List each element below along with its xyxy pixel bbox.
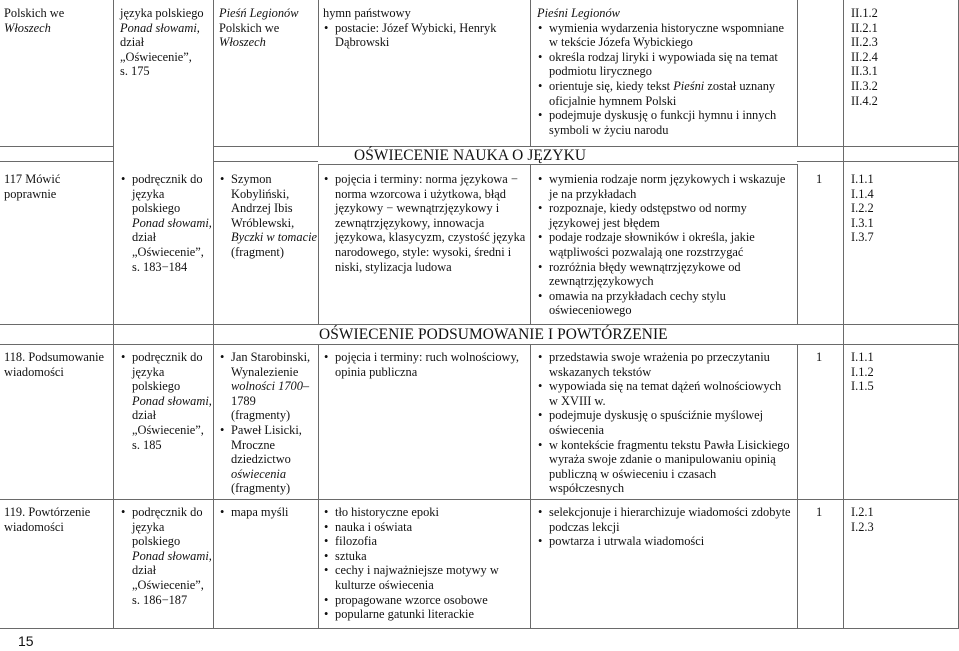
column-divider	[797, 0, 798, 146]
term-item: • filozofia	[323, 534, 528, 549]
terms-list	[323, 21, 528, 50]
book-line: języka polskiego	[132, 186, 181, 216]
row117-lesson-cell	[4, 172, 110, 201]
text-item	[219, 350, 317, 423]
lesson-title-line: 118. Podsumowanie	[4, 350, 105, 364]
column-divider	[318, 164, 319, 324]
terms-list	[323, 505, 528, 622]
row117-codes-cell	[851, 172, 951, 245]
outcome-item: • rozpoznaje, kiedy odstępstwo od normy językowej jest błędem	[537, 201, 792, 230]
code: I.2.3	[851, 519, 874, 534]
outcome-item: • wypowiada się na temat dążeń wolnościowych w XVIII w.	[537, 379, 792, 408]
row118-texts-cell	[219, 350, 317, 496]
book-list	[120, 172, 212, 274]
section-heading-podsumowanie: OŚWIECENIE PODSUMOWANIE I POWTÓRZENIE	[319, 326, 668, 343]
book-line: dział	[132, 408, 157, 423]
row0-outcomes-cell	[537, 6, 792, 137]
book-line: Ponad słowami,	[132, 215, 212, 230]
column-divider	[318, 0, 319, 146]
text-title-line: Pieśń Legionów	[219, 6, 299, 20]
terms-list	[323, 172, 528, 274]
row-divider	[0, 146, 113, 147]
term-item: • nauka i oświata	[323, 520, 528, 535]
text-line: (fragment)	[231, 244, 284, 259]
column-divider	[843, 0, 844, 628]
terms-list	[323, 350, 528, 379]
lesson-title-line: poprawnie	[4, 186, 57, 201]
row-divider	[797, 161, 959, 162]
text-title-line: Włoszech	[219, 35, 266, 50]
book-line: języka polskiego	[132, 519, 181, 549]
text-line: (fragmenty)	[231, 481, 291, 496]
texts-list	[219, 505, 317, 520]
page-number: 15	[18, 633, 34, 649]
book-line: dział	[132, 230, 157, 245]
row0-terms-cell	[323, 6, 528, 50]
outcome-item: • podaje rodzaje słowników i określa, jakie wątpliwości pozwalają one rozstrzygać	[537, 230, 792, 259]
row119-lesson-cell	[4, 505, 112, 534]
text-line: 1789 (fragmenty)	[231, 393, 291, 423]
column-divider	[213, 0, 214, 628]
column-divider	[530, 0, 531, 146]
row-divider	[0, 161, 113, 162]
row-divider	[0, 628, 959, 629]
outcomes-title: Pieśni Legionów	[537, 6, 620, 20]
code: I.1.1	[851, 172, 874, 186]
text-line: • Szymon	[231, 172, 272, 186]
row119-terms-cell	[323, 505, 528, 622]
text-line: Andrzej Ibis	[231, 201, 293, 216]
code: I.1.4	[851, 186, 874, 201]
column-divider	[318, 344, 319, 628]
book-line: s. 183−184	[132, 259, 188, 274]
outcome-item: • powtarza i utrwala wiadomości	[537, 534, 792, 549]
outcome-item: • podejmuje dyskusję o funkcji hymnu i innych symboli w życiu narodu	[537, 108, 792, 137]
row119-codes-cell	[851, 505, 951, 534]
book-line: s. 186−187	[132, 592, 188, 607]
book-line: dział	[132, 563, 157, 578]
book-line: Ponad słowami,	[120, 20, 200, 35]
code: II.2.4	[851, 49, 878, 64]
outcome-item: • omawia na przykładach cechy stylu oświeceniowego	[537, 289, 792, 318]
text-line: dziedzictwo	[231, 452, 291, 467]
row117-hours: 1	[816, 172, 823, 186]
outcome-text-italic: Pieśni	[673, 78, 705, 93]
text-line: Kobyliński,	[231, 186, 290, 201]
book-line: „Oświecenie”,	[132, 244, 204, 259]
column-divider	[797, 344, 798, 628]
text-line: Wynalezienie	[231, 364, 299, 379]
code: I.3.7	[851, 230, 874, 245]
term-item: • tło historyczne epoki	[323, 505, 528, 520]
book-item	[120, 505, 212, 607]
book-line: s. 185	[132, 437, 162, 452]
outcomes-list	[537, 350, 792, 496]
text-line: Byczki w tomacie	[231, 230, 318, 245]
text-line: Wróblewski,	[231, 215, 295, 230]
term-item: • sztuka	[323, 549, 528, 564]
book-line: Ponad słowami,	[132, 393, 212, 408]
book-line: języka polskiego	[120, 6, 204, 20]
row118-lesson-cell	[4, 350, 112, 379]
book-line: języka polskiego	[132, 364, 181, 394]
code: I.1.2	[851, 364, 874, 379]
code: II.3.2	[851, 78, 878, 93]
text-line: oświecenia	[231, 466, 287, 481]
outcome-item: • rozróżnia błędy wewnątrzjęzykowe od zewnątrzjęzykowych	[537, 260, 792, 289]
book-line: s. 175	[120, 64, 150, 79]
column-divider	[113, 0, 114, 628]
outcome-text: orientuje się, kiedy tekst	[549, 78, 674, 93]
code: II.4.2	[851, 93, 878, 108]
row-divider	[0, 324, 959, 325]
outcome-item: • selekcjonuje i hierarchizuje wiadomości zdobyte podczas lekcji	[537, 505, 792, 534]
lesson-title-line: wiadomości	[4, 364, 64, 379]
row0-codes-cell	[851, 6, 951, 108]
code: II.2.1	[851, 20, 878, 35]
column-divider	[530, 164, 531, 324]
outcome-item: • wymienia wydarzenia historyczne wspomniane w tekście Józefa Wybickiego	[537, 21, 792, 50]
book-list	[120, 350, 212, 452]
row119-book-cell	[120, 505, 212, 607]
code: II.1.2	[851, 6, 878, 20]
row118-terms-cell	[323, 350, 528, 379]
outcome-text: został uznany oficjalnie hymnem Polski	[549, 78, 776, 108]
lesson-title-line: 119. Powtórzenie	[4, 505, 91, 519]
section-heading-nauka: OŚWIECENIE NAUKA O JĘZYKU	[354, 147, 587, 164]
text-title-line: Polskich we	[219, 20, 280, 35]
row-divider	[213, 161, 318, 162]
book-line: • podręcznik do	[132, 505, 203, 519]
row0-lesson-cell	[4, 6, 110, 35]
book-line: „Oświecenie”,	[132, 422, 204, 437]
outcomes-list	[537, 505, 792, 549]
row119-texts-cell	[219, 505, 317, 520]
column-divider	[530, 344, 531, 628]
row-divider	[0, 499, 959, 500]
row118-outcomes-cell	[537, 350, 792, 496]
code: II.3.1	[851, 64, 878, 79]
lesson-title-line: Włoszech	[4, 20, 51, 35]
text-item: • mapa myśli	[219, 505, 317, 520]
book-item	[120, 172, 212, 274]
code: I.2.2	[851, 201, 874, 216]
book-list	[120, 505, 212, 607]
term-item: • postacie: Józef Wybicki, Henryk Dąbrowski	[323, 21, 528, 50]
row118-book-cell	[120, 350, 212, 452]
term-line: hymn państwowy	[323, 6, 411, 20]
texts-list	[219, 350, 317, 496]
book-line: • podręcznik do	[132, 172, 203, 186]
texts-list	[219, 172, 317, 260]
code: I.3.1	[851, 215, 874, 230]
row0-texts-cell	[219, 6, 317, 50]
text-line: • Paweł Lisicki,	[231, 422, 302, 437]
row117-texts-cell	[219, 172, 317, 260]
row-divider	[0, 344, 959, 345]
outcome-item: • podejmuje dyskusję o spuściźnie myślowej oświecenia	[537, 408, 792, 437]
row119-hours: 1	[816, 505, 823, 519]
outcome-item: • w kontekście fragmentu tekstu Pawła Lisickiego wyraża swoje zdanie o manipulowaniu opinią publiczną w oświeceniu i czasach współczesnych	[537, 438, 792, 496]
term-item: • cechy i najważniejsze motywy w kulturze oświecenia	[323, 563, 528, 592]
text-line: Mroczne	[231, 437, 276, 452]
row117-book-cell	[120, 172, 212, 274]
term-item: • pojęcia i terminy: ruch wolnościowy, opinia publiczna	[323, 350, 528, 379]
row119-outcomes-cell	[537, 505, 792, 549]
book-line: dział	[120, 35, 145, 50]
text-item	[219, 172, 317, 260]
book-line: • podręcznik do	[132, 350, 203, 364]
text-item	[219, 423, 317, 496]
code: I.1.5	[851, 379, 874, 394]
row118-hours: 1	[816, 350, 823, 364]
code: II.2.3	[851, 35, 878, 50]
book-line: „Oświecenie”,	[132, 577, 204, 592]
text-line: • Jan Starobinski,	[231, 350, 311, 364]
outcomes-list	[537, 21, 792, 138]
code: I.1.1	[851, 350, 874, 364]
book-line: „Oświecenie”,	[120, 49, 192, 64]
row117-terms-cell	[323, 172, 528, 274]
lesson-title-line: Polskich we	[4, 6, 65, 20]
code: I.2.1	[851, 505, 874, 519]
row117-outcomes-cell	[537, 172, 792, 318]
column-divider	[797, 164, 798, 324]
row118-codes-cell	[851, 350, 951, 394]
outcome-item: • określa rodzaj liryki i wypowiada się na temat podmiotu lirycznego	[537, 50, 792, 79]
book-line: Ponad słowami,	[132, 548, 212, 563]
term-item: • propagowane wzorce osobowe	[323, 593, 528, 608]
term-item: • pojęcia i terminy: norma językowa − norma wzorcowa i użytkowa, błąd językowy − wewnątrzjęzykowy i zewnątrzjęzykowy, innowacja językowa, klasycyzm, czystość języka narodowego, style: wysoki, średni i niski, stylizacja ludowa	[323, 172, 528, 274]
lesson-title-line: 117 Mówić	[4, 172, 61, 186]
lesson-title-line: wiadomości	[4, 519, 64, 534]
outcome-item: • przedstawia swoje wrażenia po przeczytaniu wskazanych tekstów	[537, 350, 792, 379]
row0-book-cell	[120, 6, 212, 79]
outcomes-list	[537, 172, 792, 318]
outcome-item	[537, 79, 792, 108]
text-line: wolności 1700–	[231, 379, 310, 394]
book-item	[120, 350, 212, 452]
term-item: • popularne gatunki literackie	[323, 607, 528, 622]
outcome-item: • wymienia rodzaje norm językowych i wskazuje je na przykładach	[537, 172, 792, 201]
